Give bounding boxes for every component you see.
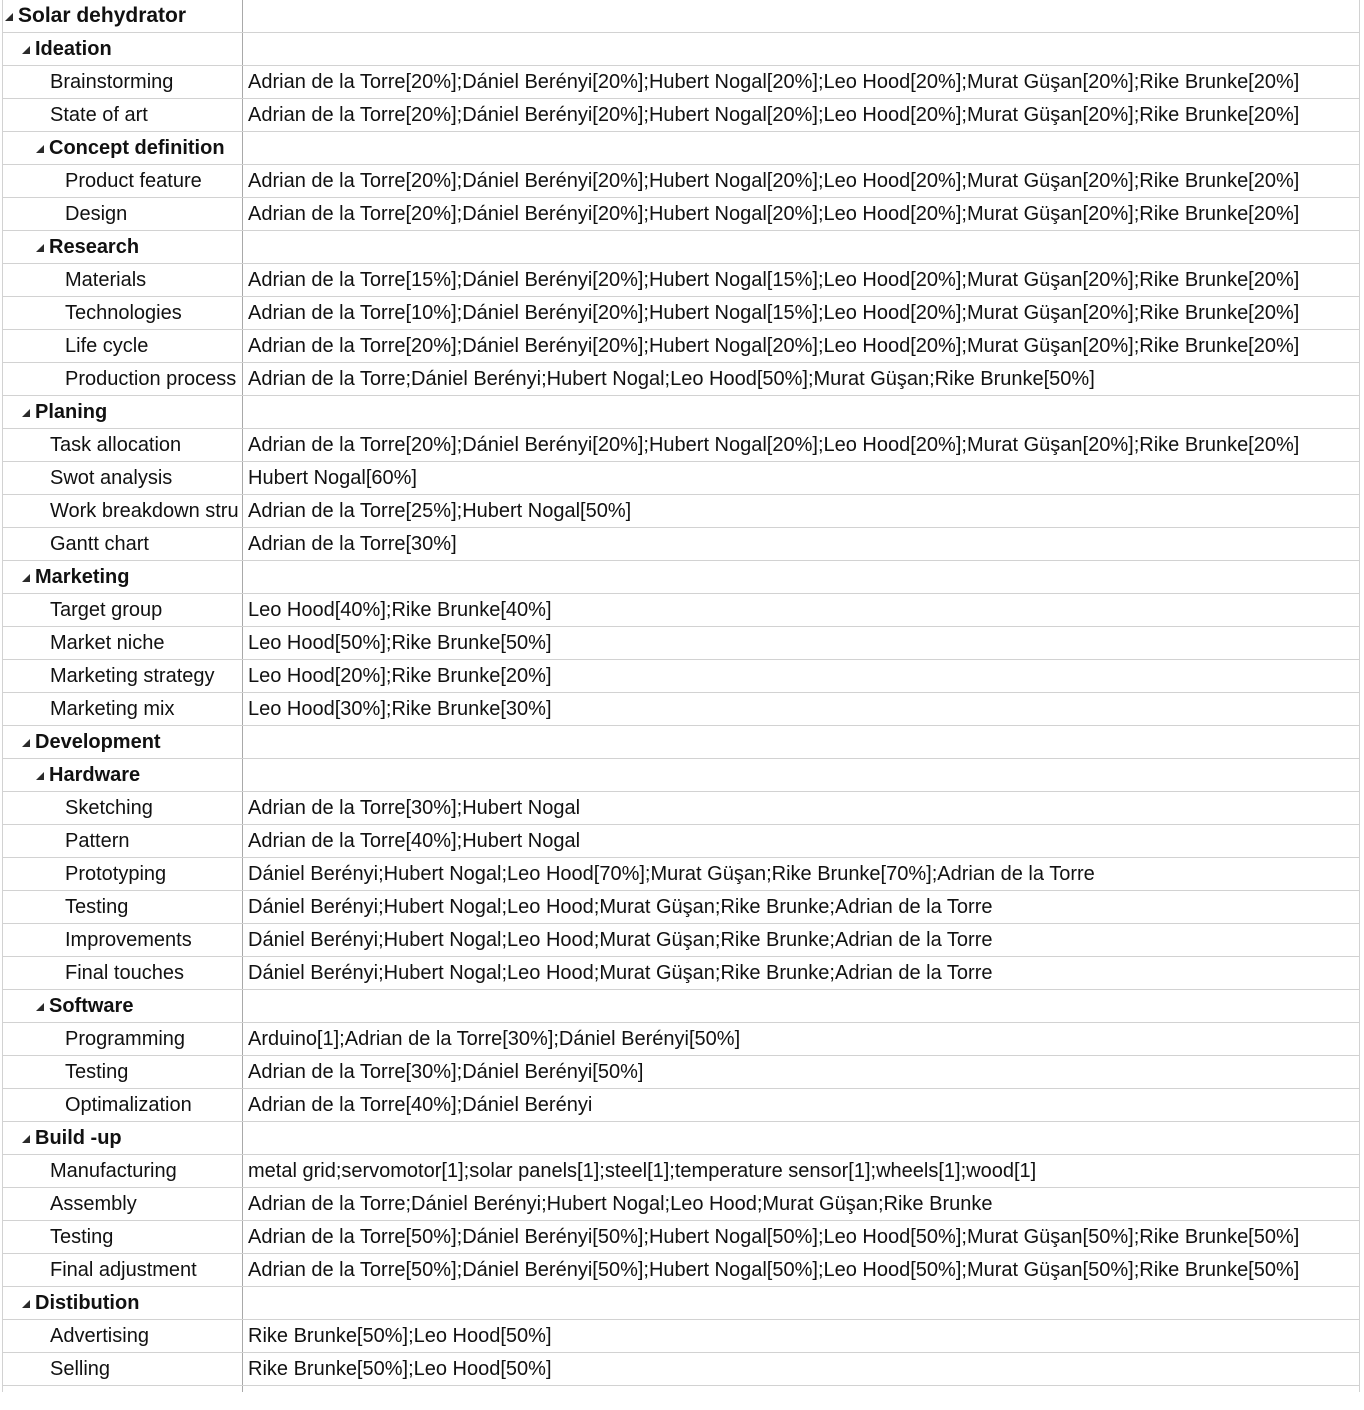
task-name-cell[interactable]: [3, 330, 243, 362]
resource-names-cell[interactable]: [243, 990, 1359, 1022]
table-row: [3, 330, 1359, 363]
task-name-cell[interactable]: [3, 1122, 243, 1154]
table-row: [3, 363, 1359, 396]
task-name-cell[interactable]: [3, 165, 243, 197]
table-row: [3, 264, 1359, 297]
resource-names-cell[interactable]: Dániel Berényi;Hubert Nogal;Leo Hood;Murat Güşan;Rike Brunke;Adrian de la Torre: [248, 928, 993, 951]
resource-names-cell[interactable]: Adrian de la Torre[25%];Hubert Nogal[50%]: [248, 499, 632, 522]
resource-names-cell[interactable]: Adrian de la Torre[20%];Dániel Berényi[20%];Hubert Nogal[20%];Leo Hood[20%];Murat Güşan[20%];Rike Brunke[20%]: [248, 334, 1300, 357]
collapse-icon[interactable]: [22, 1300, 30, 1308]
bottom-grid-stub: [3, 1386, 1359, 1392]
resource-names-cell[interactable]: [243, 1287, 1359, 1319]
table-row: [3, 858, 1359, 891]
task-name-label: Pattern: [65, 829, 130, 852]
task-name-cell[interactable]: [3, 297, 243, 329]
table-row: [3, 1353, 1359, 1386]
table-row: [3, 891, 1359, 924]
task-name-cell[interactable]: [3, 396, 243, 428]
table-row: [3, 726, 1359, 759]
task-name-cell[interactable]: [3, 825, 243, 857]
task-name-cell[interactable]: [3, 66, 243, 98]
task-name-label: Task allocation: [50, 433, 182, 456]
task-name-cell[interactable]: [3, 363, 243, 395]
table-row: [3, 66, 1359, 99]
bottom-grid-stub-resources: [243, 1386, 1359, 1392]
resource-names-cell[interactable]: Adrian de la Torre[30%];Hubert Nogal: [248, 796, 581, 819]
resource-names-cell[interactable]: Adrian de la Torre[20%];Dániel Berényi[20%];Hubert Nogal[20%];Leo Hood[20%];Murat Güşan[20%];Rike Brunke[20%]: [248, 433, 1300, 456]
task-name-label: Improvements: [65, 928, 192, 951]
resource-names-cell[interactable]: [243, 759, 1359, 791]
collapse-icon[interactable]: [22, 46, 30, 54]
resource-names-cell[interactable]: Hubert Nogal[60%]: [248, 466, 417, 489]
table-row: [3, 99, 1359, 132]
table-row: [3, 396, 1359, 429]
resource-names-cell[interactable]: Adrian de la Torre[20%];Dániel Berényi[20%];Hubert Nogal[20%];Leo Hood[20%];Murat Güşan[20%];Rike Brunke[20%]: [248, 103, 1300, 126]
resource-names-cell[interactable]: Adrian de la Torre[10%];Dániel Berényi[20%];Hubert Nogal[15%];Leo Hood[20%];Murat Güşan[20%];Rike Brunke[20%]: [248, 301, 1300, 324]
table-row: [3, 693, 1359, 726]
task-name-cell[interactable]: [3, 693, 243, 725]
resource-names-cell[interactable]: Adrian de la Torre[50%];Dániel Berényi[50%];Hubert Nogal[50%];Leo Hood[50%];Murat Güşan[50%];Rike Brunke[50%]: [248, 1225, 1300, 1248]
task-name-cell[interactable]: [3, 627, 243, 659]
task-name-cell[interactable]: [3, 924, 243, 956]
task-name-label: Advertising: [50, 1324, 149, 1347]
task-name-label: Life cycle: [65, 334, 149, 357]
table-row: [3, 165, 1359, 198]
task-name-cell[interactable]: [3, 1254, 243, 1286]
resource-names-cell[interactable]: Adrian de la Torre[40%];Hubert Nogal: [248, 829, 581, 852]
table-row: [3, 231, 1359, 264]
resource-names-cell[interactable]: Adrian de la Torre;Dániel Berényi;Hubert Nogal;Leo Hood;Murat Güşan;Rike Brunke: [248, 1192, 993, 1215]
task-name-label: Swot analysis: [50, 466, 173, 489]
resource-names-cell[interactable]: Adrian de la Torre[30%]: [248, 532, 457, 555]
table-row: [3, 462, 1359, 495]
task-name-cell[interactable]: [3, 594, 243, 626]
collapse-icon[interactable]: [22, 1135, 30, 1143]
resource-names-cell[interactable]: [243, 726, 1359, 758]
collapse-icon[interactable]: [22, 409, 30, 417]
collapse-icon[interactable]: [22, 739, 30, 747]
task-name-label: Development: [35, 730, 161, 753]
task-name-label: Gantt chart: [50, 532, 149, 555]
table-row: [3, 1254, 1359, 1287]
table-row: [3, 1023, 1359, 1056]
task-name-label: State of art: [50, 103, 148, 126]
table-row: [3, 0, 1359, 33]
resource-names-cell[interactable]: Adrian de la Torre[20%];Dániel Berényi[20%];Hubert Nogal[20%];Leo Hood[20%];Murat Güşan[20%];Rike Brunke[20%]: [248, 169, 1300, 192]
resource-names-cell[interactable]: [243, 396, 1359, 428]
task-name-cell[interactable]: [3, 858, 243, 890]
task-name-cell[interactable]: [3, 792, 243, 824]
task-name-label: Market niche: [50, 631, 165, 654]
resource-names-cell[interactable]: Dániel Berényi;Hubert Nogal;Leo Hood[70%];Murat Güşan;Rike Brunke[70%];Adrian de la Torre: [248, 862, 1095, 885]
task-name-label: Sketching: [65, 796, 153, 819]
task-name-label: Assembly: [50, 1192, 137, 1215]
resource-names-cell[interactable]: metal grid;servomotor[1];solar panels[1];steel[1];temperature sensor[1];wheels[1];wood[1]: [248, 1159, 1037, 1182]
resource-names-cell[interactable]: Dániel Berényi;Hubert Nogal;Leo Hood;Murat Güşan;Rike Brunke;Adrian de la Torre: [248, 895, 993, 918]
task-name-label: Final adjustment: [50, 1258, 197, 1281]
collapse-icon[interactable]: [22, 574, 30, 582]
resource-names-cell[interactable]: Rike Brunke[50%];Leo Hood[50%]: [248, 1324, 552, 1347]
resource-names-cell[interactable]: Arduino[1];Adrian de la Torre[30%];Dániel Berényi[50%]: [248, 1027, 741, 1050]
task-name-label: Hardware: [49, 763, 141, 786]
task-name-cell[interactable]: [3, 198, 243, 230]
task-name-cell[interactable]: [3, 1353, 243, 1385]
resource-names-cell[interactable]: Adrian de la Torre;Dániel Berényi;Hubert Nogal;Leo Hood[50%];Murat Güşan;Rike Brunke[50%]: [248, 367, 1095, 390]
resource-names-cell[interactable]: Adrian de la Torre[50%];Dániel Berényi[50%];Hubert Nogal[50%];Leo Hood[50%];Murat Güşan[50%];Rike Brunke[50%]: [248, 1258, 1300, 1281]
table-row: [3, 198, 1359, 231]
table-row: [3, 627, 1359, 660]
table-row: [3, 33, 1359, 66]
resource-names-cell[interactable]: [243, 132, 1359, 164]
collapse-icon[interactable]: [36, 772, 44, 780]
task-name-cell[interactable]: [3, 990, 243, 1022]
task-name-label: Marketing strategy: [50, 664, 215, 687]
task-name-label: Selling: [50, 1357, 111, 1380]
task-name-label: Concept definition: [49, 136, 225, 159]
table-row: [3, 594, 1359, 627]
task-name-label: Ideation: [35, 37, 112, 60]
resource-names-cell[interactable]: Leo Hood[30%];Rike Brunke[30%]: [248, 697, 552, 720]
task-name-cell[interactable]: [3, 726, 243, 758]
task-name-cell[interactable]: [3, 891, 243, 923]
resource-names-cell[interactable]: [243, 0, 1359, 32]
task-name-cell[interactable]: [3, 1056, 243, 1088]
task-name-label: Programming: [65, 1027, 186, 1050]
table-row: [3, 990, 1359, 1023]
resource-names-cell[interactable]: Leo Hood[40%];Rike Brunke[40%]: [248, 598, 552, 621]
resource-names-cell[interactable]: Leo Hood[20%];Rike Brunke[20%]: [248, 664, 552, 687]
task-name-label: Build -up: [35, 1126, 122, 1149]
task-name-cell[interactable]: [3, 1221, 243, 1253]
task-name-cell[interactable]: [3, 528, 243, 560]
task-name-label: Optimalization: [65, 1093, 192, 1116]
resource-names-cell[interactable]: Rike Brunke[50%];Leo Hood[50%]: [248, 1357, 552, 1380]
table-row: [3, 528, 1359, 561]
task-name-cell[interactable]: [3, 759, 243, 791]
task-name-label: Production process: [65, 367, 237, 390]
task-name-cell[interactable]: [3, 264, 243, 296]
bottom-grid-stub-task: [3, 1386, 243, 1392]
table-row: [3, 495, 1359, 528]
task-name-cell[interactable]: [3, 462, 243, 494]
task-name-label: Testing: [65, 895, 129, 918]
resource-names-cell[interactable]: Adrian de la Torre[15%];Dániel Berényi[20%];Hubert Nogal[15%];Leo Hood[20%];Murat Güşan[20%];Rike Brunke[20%]: [248, 268, 1300, 291]
task-name-cell[interactable]: [3, 957, 243, 989]
task-name-label: Target group: [50, 598, 163, 621]
task-name-cell[interactable]: [3, 1155, 243, 1187]
table-row: [3, 792, 1359, 825]
task-name-cell[interactable]: [3, 1287, 243, 1319]
resource-names-cell[interactable]: [243, 561, 1359, 593]
table-row: [3, 1056, 1359, 1089]
task-name-cell[interactable]: [3, 1320, 243, 1352]
task-name-label: Work breakdown stru: [50, 499, 239, 522]
collapse-icon[interactable]: [36, 1003, 44, 1011]
task-name-label: Brainstorming: [50, 70, 174, 93]
task-name-cell[interactable]: [3, 1089, 243, 1121]
table-row: [3, 1155, 1359, 1188]
table-row: [3, 132, 1359, 165]
table-row: [3, 561, 1359, 594]
task-name-label: Marketing: [35, 565, 130, 588]
task-name-cell[interactable]: [3, 660, 243, 692]
table-row: [3, 759, 1359, 792]
table-row: [3, 1188, 1359, 1221]
task-name-cell[interactable]: [3, 0, 243, 32]
task-name-label: Product feature: [65, 169, 202, 192]
task-name-label: Marketing mix: [50, 697, 175, 720]
table-row: [3, 1320, 1359, 1353]
task-name-label: Manufacturing: [50, 1159, 177, 1182]
task-name-cell[interactable]: [3, 99, 243, 131]
table-row: [3, 825, 1359, 858]
resource-names-cell[interactable]: Adrian de la Torre[40%];Dániel Berényi: [248, 1093, 593, 1116]
task-name-label: Design: [65, 202, 128, 225]
task-name-label: Software: [49, 994, 134, 1017]
task-name-label: Planing: [35, 400, 108, 423]
task-name-label: Technologies: [65, 301, 182, 324]
collapse-icon[interactable]: [5, 13, 13, 21]
resource-names-cell[interactable]: Adrian de la Torre[20%];Dániel Berényi[20%];Hubert Nogal[20%];Leo Hood[20%];Murat Güşan[20%];Rike Brunke[20%]: [248, 70, 1300, 93]
task-name-cell[interactable]: [3, 1023, 243, 1055]
task-name-label: Prototyping: [65, 862, 167, 885]
table-row: [3, 924, 1359, 957]
resource-names-cell[interactable]: [243, 1122, 1359, 1154]
table-row: [3, 297, 1359, 330]
table-row: [3, 429, 1359, 462]
task-name-cell[interactable]: [3, 33, 243, 65]
task-name-cell[interactable]: [3, 495, 243, 527]
task-name-label: Testing: [65, 1060, 129, 1083]
table-row: [3, 1122, 1359, 1155]
task-name-cell[interactable]: [3, 231, 243, 263]
task-rows: [3, 0, 1359, 1386]
collapse-icon[interactable]: [36, 145, 44, 153]
task-name-cell[interactable]: [3, 429, 243, 461]
task-name-label: Research: [49, 235, 140, 258]
collapse-icon[interactable]: [36, 244, 44, 252]
task-name-label: Testing: [50, 1225, 114, 1248]
task-name-label: Final touches: [65, 961, 184, 984]
resource-names-cell[interactable]: Adrian de la Torre[30%];Dániel Berényi[50%]: [248, 1060, 644, 1083]
task-name-cell[interactable]: [3, 132, 243, 164]
task-name-cell[interactable]: [3, 561, 243, 593]
task-name-label: Distibution: [35, 1291, 140, 1314]
task-name-cell[interactable]: [3, 1188, 243, 1220]
table-row: [3, 1287, 1359, 1320]
table-row: [3, 1089, 1359, 1122]
resource-names-cell[interactable]: [243, 231, 1359, 263]
table-row: [3, 957, 1359, 990]
resource-names-cell[interactable]: Adrian de la Torre[20%];Dániel Berényi[20%];Hubert Nogal[20%];Leo Hood[20%];Murat Güşan[20%];Rike Brunke[20%]: [248, 202, 1300, 225]
table-row: [3, 1221, 1359, 1254]
table-row: [3, 660, 1359, 693]
resource-names-cell[interactable]: [243, 33, 1359, 65]
task-sheet: [2, 0, 1360, 1392]
task-name-label: Materials: [65, 268, 147, 291]
task-name-label: Solar dehydrator: [18, 4, 187, 27]
resource-names-cell[interactable]: Leo Hood[50%];Rike Brunke[50%]: [248, 631, 552, 654]
resource-names-cell[interactable]: Dániel Berényi;Hubert Nogal;Leo Hood;Murat Güşan;Rike Brunke;Adrian de la Torre: [248, 961, 993, 984]
